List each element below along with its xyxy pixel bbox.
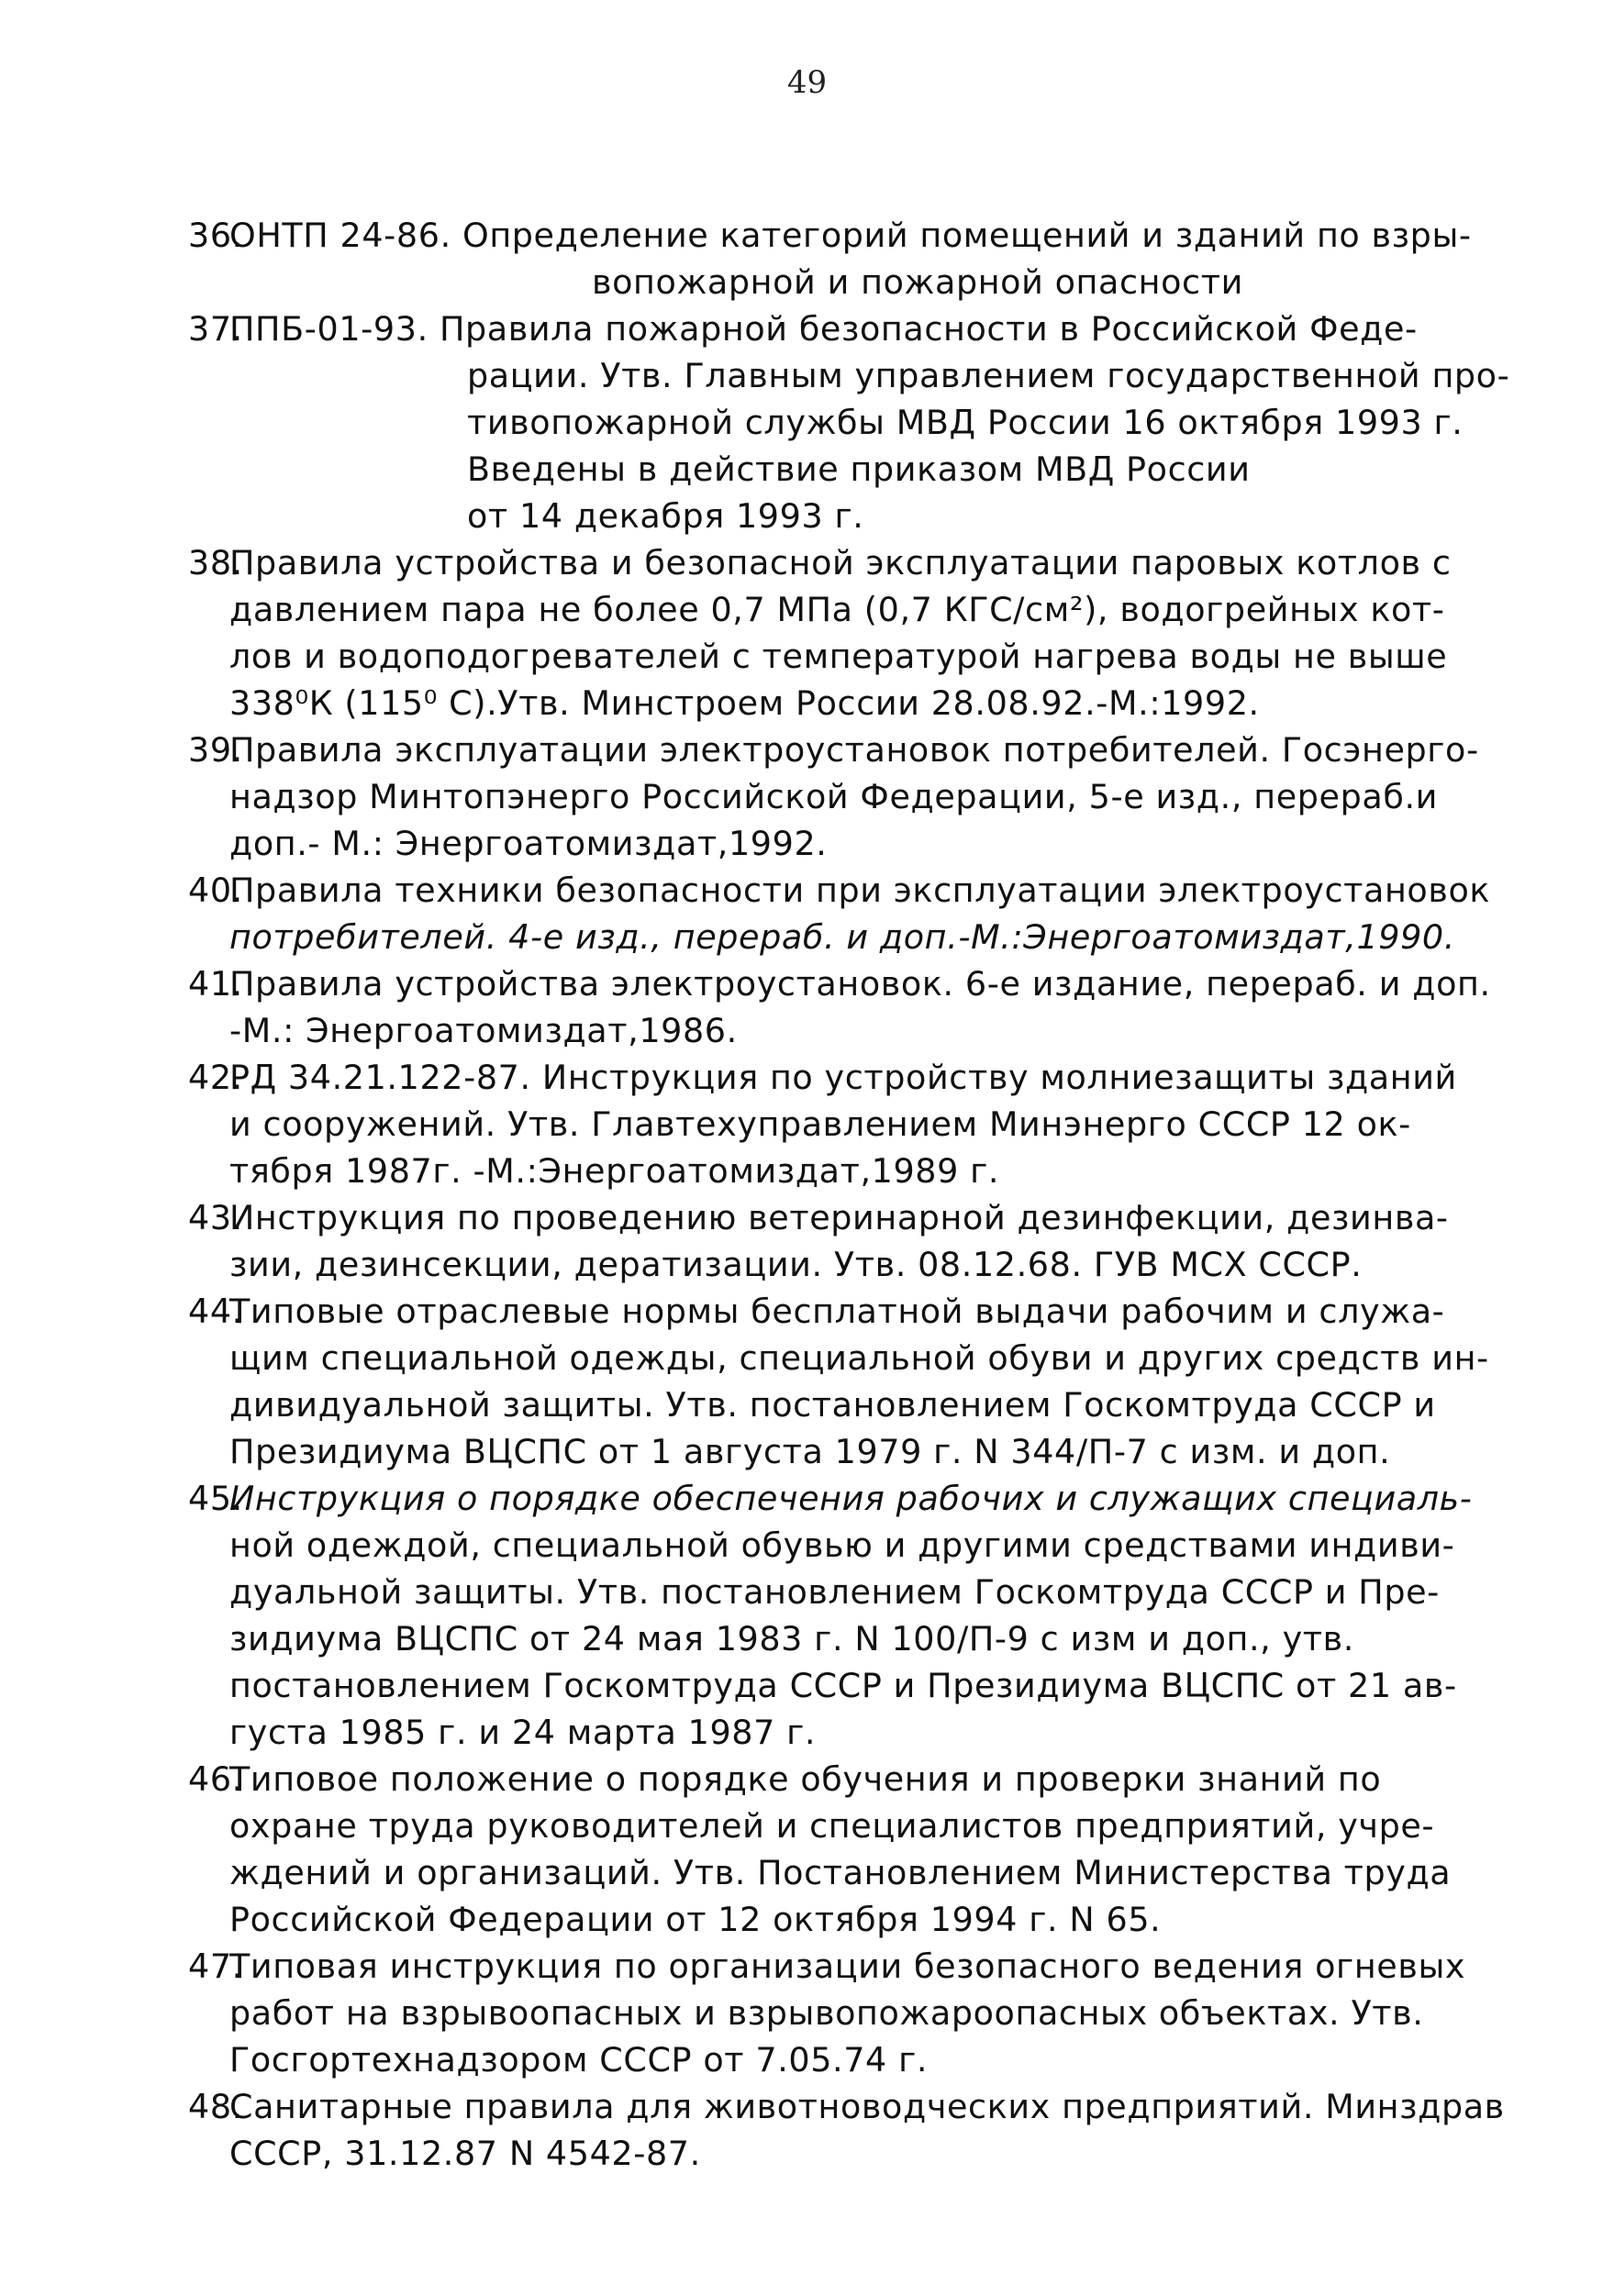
- reference-number: 38.: [188, 543, 243, 582]
- reference-line: ОНТП 24-86. Определение категорий помещений и зданий по взры-: [229, 216, 1472, 255]
- reference-number: 45.: [188, 1479, 243, 1518]
- reference-line: постановлением Госкомтруда СССР и Президиума ВЦСПС от 21 ав-: [229, 1666, 1457, 1705]
- reference-item-36: [188, 212, 1472, 305]
- reference-line: Типовые отраслевые нормы бесплатной выдачи рабочим и служа-: [229, 1292, 1445, 1331]
- reference-item-45: [188, 1475, 1473, 1756]
- reference-line: Типовая инструкция по организации безопасного ведения огневых: [229, 1947, 1466, 1986]
- reference-line: 338⁰К (115⁰ С).Утв. Минстроем России 28.08.92.-М.:1992.: [229, 683, 1260, 723]
- reference-line: вопожарной и пожарной опасности: [592, 262, 1243, 302]
- reference-line: дивидуальной защиты. Утв. постановлением Госкомтруда СССР и: [229, 1385, 1436, 1425]
- reference-number: 43.: [188, 1198, 243, 1237]
- reference-line: зии, дезинсекции, дератизации. Утв. 08.12.68. ГУВ МСХ СССР.: [229, 1245, 1363, 1284]
- reference-line: ждений и организаций. Утв. Постановлением Министерства труда: [229, 1853, 1452, 1892]
- reference-number: 48.: [188, 2087, 243, 2126]
- reference-line: зидиума ВЦСПС от 24 мая 1983 г. N 100/П-9 с изм и доп., утв.: [229, 1619, 1354, 1658]
- reference-number: 40.: [188, 871, 243, 910]
- reference-line: Президиума ВЦСПС от 1 августа 1979 г. N 344/П-7 с изм. и доп.: [229, 1432, 1391, 1471]
- reference-item-46: [188, 1756, 1454, 1943]
- reference-number: 41.: [188, 964, 243, 1004]
- reference-line: тивопожарной службы МВД России 16 октября 1993 г.: [467, 403, 1464, 442]
- reference-number: 42.: [188, 1058, 243, 1097]
- reference-line: рации. Утв. Главным управлением государственной про-: [467, 356, 1510, 395]
- reference-line: дуальной защиты. Утв. постановлением Госкомтруда СССР и Пре-: [229, 1572, 1440, 1612]
- reference-item-48: [188, 2083, 1505, 2177]
- reference-line: ной одеждой, специальной обувью и другими средствами индиви-: [229, 1525, 1455, 1565]
- reference-line: Правила устройства и безопасной эксплуатации паровых котлов с: [229, 543, 1452, 582]
- reference-item-47: [188, 1943, 1466, 2083]
- reference-line: лов и водоподогревателей с температурой нагрева воды не выше: [229, 637, 1448, 676]
- reference-item-37: [188, 305, 1510, 539]
- reference-item-39: [188, 727, 1479, 867]
- reference-line: Введены в действие приказом МВД России: [467, 449, 1251, 489]
- reference-line: доп.- М.: Энергоатомиздат,1992.: [229, 824, 828, 863]
- reference-line: -М.: Энергоатомиздат,1986.: [229, 1011, 738, 1050]
- reference-line: щим специальной одежды, специальной обуви и других средств ин-: [229, 1338, 1489, 1378]
- reference-line: Инструкция по проведению ветеринарной дезинфекции, дезинва-: [229, 1198, 1449, 1237]
- reference-number: 47.: [188, 1947, 243, 1986]
- reference-line: СССР, 31.12.87 N 4542-87.: [229, 2134, 701, 2173]
- reference-line: потребителей. 4-е изд., перераб. и доп.-М.:Энергоатомиздат,1990.: [229, 917, 1455, 957]
- reference-line: и сооружений. Утв. Главтехуправлением Минэнерго СССР 12 ок-: [229, 1104, 1411, 1144]
- reference-line: Госгортехнадзором СССР от 7.05.74 г.: [229, 2040, 929, 2080]
- reference-line: РД 34.21.122-87. Инструкция по устройству молниезащиты зданий: [229, 1058, 1457, 1097]
- reference-item-42: [188, 1054, 1457, 1194]
- reference-number: 46.: [188, 1759, 243, 1799]
- page-number: 49: [786, 64, 828, 101]
- reference-line: тября 1987г. -М.:Энергоатомиздат,1989 г.: [229, 1151, 1000, 1191]
- reference-line: работ на взрывоопасных и взрывопожароопасных объектах. Утв.: [229, 1993, 1424, 2033]
- reference-line: давлением пара не более 0,7 МПа (0,7 КГС/см²), водогрейных кот-: [229, 590, 1445, 629]
- reference-line: ППБ-01-93. Правила пожарной безопасности в Российской Феде-: [229, 309, 1418, 349]
- reference-line: от 14 декабря 1993 г.: [467, 496, 864, 536]
- reference-item-44: [188, 1288, 1489, 1475]
- reference-line: Российской Федерации от 12 октября 1994 г. N 65.: [229, 1900, 1162, 1939]
- reference-number: 36.: [188, 216, 243, 255]
- reference-number: 39.: [188, 730, 243, 770]
- reference-line: охране труда руководителей и специалистов предприятий, учре-: [229, 1806, 1435, 1846]
- reference-line: Типовое положение о порядке обучения и проверки знаний по: [229, 1759, 1382, 1799]
- reference-line: густа 1985 г. и 24 марта 1987 г.: [229, 1713, 817, 1752]
- reference-line: надзор Минтопэнерго Российской Федерации, 5-е изд., перераб.и: [229, 777, 1438, 816]
- reference-number: 44.: [188, 1292, 243, 1331]
- reference-item-40: [188, 867, 1491, 960]
- reference-line: Инструкция о порядке обеспечения рабочих и служащих специаль-: [229, 1479, 1473, 1518]
- reference-number: 37.: [188, 309, 243, 349]
- reference-item-38: [188, 539, 1454, 727]
- reference-line: Правила устройства электроустановок. 6-е издание, перераб. и доп.: [229, 964, 1491, 1004]
- reference-item-41: [188, 960, 1491, 1054]
- reference-item-43: [188, 1194, 1454, 1288]
- reference-line: Правила техники безопасности при эксплуатации электроустановок: [229, 871, 1491, 910]
- reference-line: Правила эксплуатации электроустановок потребителей. Госэнерго-: [229, 730, 1479, 770]
- reference-list: [188, 212, 1510, 2177]
- reference-line: Санитарные правила для животноводческих предприятий. Минздрав: [229, 2087, 1505, 2126]
